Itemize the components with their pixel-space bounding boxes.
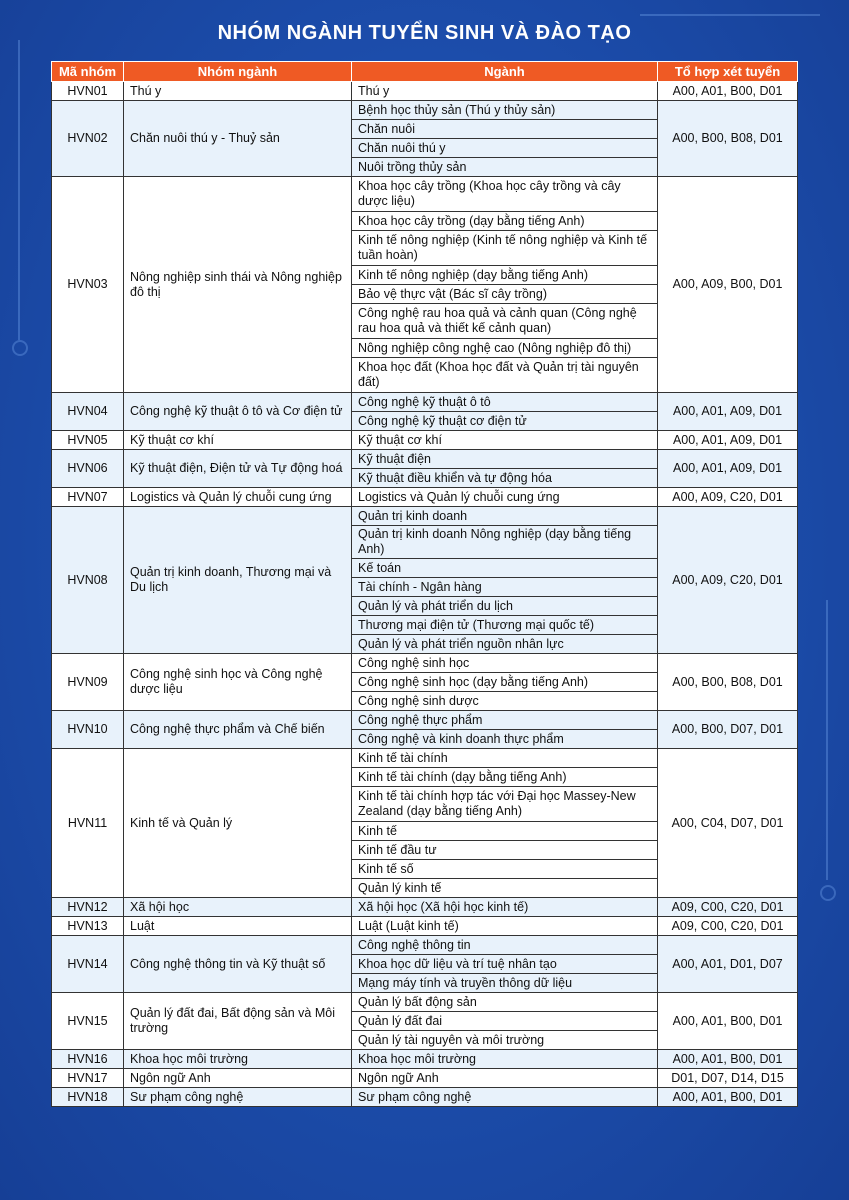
major-cell: Quản lý tài nguyên và môi trường (352, 1031, 658, 1050)
table-row (52, 177, 798, 212)
major-cell: Luật (Luật kinh tế) (352, 917, 658, 936)
header-group-name: Nhóm ngành (124, 62, 352, 82)
group-code-cell: HVN14 (52, 936, 124, 993)
table-row (52, 711, 798, 730)
group-name-cell: Công nghệ kỹ thuật ô tô và Cơ điện tử (124, 393, 352, 431)
subject-combination-cell: A00, C04, D07, D01 (658, 749, 798, 898)
subject-combination-cell: A00, A01, D01, D07 (658, 936, 798, 993)
major-cell: Quản trị kinh doanh (352, 507, 658, 526)
major-cell: Quản lý bất động sản (352, 993, 658, 1012)
group-code-cell: HVN07 (52, 488, 124, 507)
table-row (52, 1050, 798, 1069)
group-name-cell: Quản lý đất đai, Bất động sản và Môi trường (124, 993, 352, 1050)
major-cell: Logistics và Quản lý chuỗi cung ứng (352, 488, 658, 507)
group-code-cell: HVN06 (52, 450, 124, 488)
subject-combination-cell: A00, A09, C20, D01 (658, 507, 798, 654)
subject-combination-cell: A00, A01, B00, D01 (658, 1050, 798, 1069)
circuit-decoration-right (826, 600, 828, 880)
major-cell: Công nghệ thông tin (352, 936, 658, 955)
major-cell: Khoa học dữ liệu và trí tuệ nhân tạo (352, 955, 658, 974)
major-cell: Chăn nuôi (352, 120, 658, 139)
major-cell: Ngôn ngữ Anh (352, 1069, 658, 1088)
major-cell: Chăn nuôi thú y (352, 139, 658, 158)
major-cell: Kỹ thuật điện (352, 450, 658, 469)
group-code-cell: HVN04 (52, 393, 124, 431)
group-name-cell: Sư phạm công nghệ (124, 1088, 352, 1107)
subject-combination-cell: A00, B00, B08, D01 (658, 654, 798, 711)
major-cell: Kinh tế đầu tư (352, 841, 658, 860)
table-row (52, 82, 798, 101)
major-cell: Công nghệ sinh học (352, 654, 658, 673)
table-row (52, 450, 798, 469)
table-header-row (52, 62, 798, 82)
group-code-cell: HVN02 (52, 101, 124, 177)
circuit-node-left (12, 340, 28, 356)
major-cell: Công nghệ sinh dược (352, 692, 658, 711)
major-cell: Công nghệ sinh học (dạy bằng tiếng Anh) (352, 673, 658, 692)
subject-combination-cell: A00, A01, B00, D01 (658, 1088, 798, 1107)
table-row (52, 431, 798, 450)
major-cell: Xã hội học (Xã hội học kinh tế) (352, 898, 658, 917)
major-cell: Công nghệ kỹ thuật ô tô (352, 393, 658, 412)
major-cell: Kinh tế nông nghiệp (dạy bằng tiếng Anh) (352, 266, 658, 285)
major-cell: Công nghệ và kinh doanh thực phẩm (352, 730, 658, 749)
major-cell: Kế toán (352, 559, 658, 578)
group-code-cell: HVN10 (52, 711, 124, 749)
subject-combination-cell: A00, A01, B00, D01 (658, 993, 798, 1050)
major-cell: Sư phạm công nghệ (352, 1088, 658, 1107)
group-name-cell: Nông nghiệp sinh thái và Nông nghiệp đô thị (124, 177, 352, 393)
major-cell: Quản trị kinh doanh Nông nghiệp (dạy bằng tiếng Anh) (352, 526, 658, 559)
header-subject-combination: Tổ hợp xét tuyển (658, 62, 798, 82)
major-cell: Công nghệ rau hoa quả và cảnh quan (Công nghệ rau hoa quả và thiết kế cảnh quan) (352, 304, 658, 339)
group-name-cell: Công nghệ sinh học và Công nghệ dược liệu (124, 654, 352, 711)
major-cell: Tài chính - Ngân hàng (352, 578, 658, 597)
table-row (52, 393, 798, 412)
subject-combination-cell: A00, B00, B08, D01 (658, 101, 798, 177)
group-name-cell: Xã hội học (124, 898, 352, 917)
major-cell: Quản lý kinh tế (352, 879, 658, 898)
table-body (52, 82, 798, 1107)
group-name-cell: Logistics và Quản lý chuỗi cung ứng (124, 488, 352, 507)
major-cell: Quản lý và phát triển nguồn nhân lực (352, 635, 658, 654)
group-code-cell: HVN15 (52, 993, 124, 1050)
major-cell: Mạng máy tính và truyền thông dữ liệu (352, 974, 658, 993)
major-cell: Thú y (352, 82, 658, 101)
group-code-cell: HVN11 (52, 749, 124, 898)
major-cell: Thương mại điện tử (Thương mại quốc tế) (352, 616, 658, 635)
group-name-cell: Thú y (124, 82, 352, 101)
group-name-cell: Kỹ thuật cơ khí (124, 431, 352, 450)
subject-combination-cell: A00, A01, A09, D01 (658, 431, 798, 450)
group-name-cell: Khoa học môi trường (124, 1050, 352, 1069)
table-row (52, 936, 798, 955)
group-code-cell: HVN01 (52, 82, 124, 101)
subject-combination-cell: A00, B00, D07, D01 (658, 711, 798, 749)
table-row (52, 749, 798, 768)
group-name-cell: Ngôn ngữ Anh (124, 1069, 352, 1088)
subject-combination-cell: A09, C00, C20, D01 (658, 898, 798, 917)
circuit-decoration-left (18, 40, 20, 340)
circuit-decoration-top (640, 14, 820, 16)
group-code-cell: HVN18 (52, 1088, 124, 1107)
circuit-node-right (820, 885, 836, 901)
major-cell: Khoa học môi trường (352, 1050, 658, 1069)
major-cell: Khoa học cây trồng (Khoa học cây trồng và cây dược liệu) (352, 177, 658, 212)
group-name-cell: Luật (124, 917, 352, 936)
group-code-cell: HVN16 (52, 1050, 124, 1069)
major-cell: Bệnh học thủy sản (Thú y thủy sản) (352, 101, 658, 120)
group-code-cell: HVN03 (52, 177, 124, 393)
table-row (52, 1088, 798, 1107)
major-cell: Kỹ thuật điều khiển và tự động hóa (352, 469, 658, 488)
group-code-cell: HVN08 (52, 507, 124, 654)
major-cell: Kinh tế tài chính (dạy bằng tiếng Anh) (352, 768, 658, 787)
group-name-cell: Công nghệ thông tin và Kỹ thuật số (124, 936, 352, 993)
major-cell: Kinh tế nông nghiệp (Kinh tế nông nghiệp và Kinh tế tuần hoàn) (352, 231, 658, 266)
table-row (52, 507, 798, 526)
major-cell: Kinh tế tài chính (352, 749, 658, 768)
subject-combination-cell: A00, A01, A09, D01 (658, 450, 798, 488)
subject-combination-cell: D01, D07, D14, D15 (658, 1069, 798, 1088)
major-cell: Kinh tế (352, 822, 658, 841)
table-row (52, 654, 798, 673)
table-row (52, 993, 798, 1012)
subject-combination-cell: A00, A09, B00, D01 (658, 177, 798, 393)
table-row (52, 917, 798, 936)
table-row (52, 101, 798, 120)
page-title: NHÓM NGÀNH TUYỂN SINH VÀ ĐÀO TẠO (217, 22, 632, 44)
group-code-cell: HVN17 (52, 1069, 124, 1088)
major-cell: Công nghệ kỹ thuật cơ điện tử (352, 412, 658, 431)
group-name-cell: Quản trị kinh doanh, Thương mại và Du lịch (124, 507, 352, 654)
major-cell: Kỹ thuật cơ khí (352, 431, 658, 450)
major-cell: Khoa học đất (Khoa học đất và Quản trị tài nguyên đất) (352, 358, 658, 393)
group-name-cell: Chăn nuôi thú y - Thuỷ sản (124, 101, 352, 177)
group-code-cell: HVN12 (52, 898, 124, 917)
major-cell: Nuôi trồng thủy sản (352, 158, 658, 177)
header-major: Ngành (352, 62, 658, 82)
major-cell: Khoa học cây trồng (dạy bằng tiếng Anh) (352, 212, 658, 231)
group-name-cell: Kỹ thuật điện, Điện tử và Tự động hoá (124, 450, 352, 488)
admission-groups-table (51, 61, 798, 1107)
subject-combination-cell: A00, A01, B00, D01 (658, 82, 798, 101)
group-name-cell: Công nghệ thực phẩm và Chế biến (124, 711, 352, 749)
major-cell: Công nghệ thực phẩm (352, 711, 658, 730)
group-code-cell: HVN09 (52, 654, 124, 711)
subject-combination-cell: A00, A01, A09, D01 (658, 393, 798, 431)
major-cell: Nông nghiệp công nghệ cao (Nông nghiệp đô thị) (352, 339, 658, 358)
table-row (52, 898, 798, 917)
subject-combination-cell: A00, A09, C20, D01 (658, 488, 798, 507)
major-cell: Quản lý và phát triển du lịch (352, 597, 658, 616)
group-name-cell: Kinh tế và Quản lý (124, 749, 352, 898)
major-cell: Bảo vệ thực vật (Bác sĩ cây trồng) (352, 285, 658, 304)
group-code-cell: HVN05 (52, 431, 124, 450)
table-row (52, 488, 798, 507)
major-cell: Kinh tế tài chính hợp tác với Đại học Massey-New Zealand (dạy bằng tiếng Anh) (352, 787, 658, 822)
major-cell: Quản lý đất đai (352, 1012, 658, 1031)
group-code-cell: HVN13 (52, 917, 124, 936)
major-cell: Kinh tế số (352, 860, 658, 879)
table-row (52, 1069, 798, 1088)
header-group-code: Mã nhóm (52, 62, 124, 82)
subject-combination-cell: A09, C00, C20, D01 (658, 917, 798, 936)
